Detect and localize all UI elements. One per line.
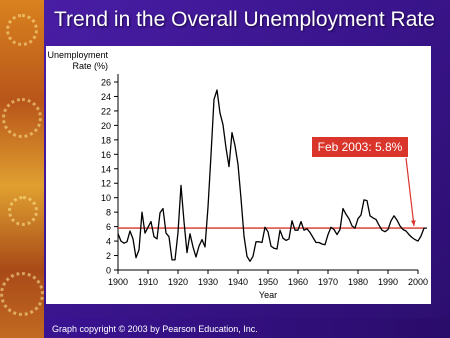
y-tick-label: 2 (105, 251, 111, 262)
x-tick-label: 1950 (257, 277, 279, 287)
y-axis-title: Unemployment (47, 50, 108, 60)
y-tick-label: 22 (100, 106, 111, 117)
y-tick-label: 20 (100, 120, 111, 131)
chart-panel (46, 46, 431, 304)
x-tick-label: 1960 (287, 277, 309, 287)
unemployment-line-chart (46, 46, 431, 304)
x-tick-label: 1990 (377, 277, 399, 287)
x-tick-label: 1980 (347, 277, 369, 287)
gear-decoration-icon (6, 14, 38, 46)
y-tick-label: 0 (105, 265, 111, 276)
x-tick-label: 1930 (197, 277, 219, 287)
x-tick-label: 1900 (107, 277, 129, 287)
y-tick-label: 4 (105, 236, 111, 247)
x-tick-label: 1970 (317, 277, 339, 287)
y-tick-label: 24 (100, 91, 111, 102)
callout-arrow-line (406, 158, 414, 226)
unemployment-rate-series-line (118, 90, 427, 261)
y-tick-label: 12 (100, 178, 111, 189)
gear-decoration-icon (8, 196, 38, 226)
x-tick-label: 1910 (137, 277, 159, 287)
gear-decoration-icon (2, 98, 42, 138)
x-axis-title: Year (258, 290, 278, 300)
y-tick-label: 16 (100, 149, 111, 160)
gear-decoration-icon (0, 272, 44, 316)
y-tick-label: 26 (100, 77, 111, 88)
y-tick-label: 14 (100, 164, 111, 175)
copyright-text: Graph copyright © 2003 by Pearson Education, Inc. (52, 324, 258, 334)
x-tick-label: 1940 (227, 277, 249, 287)
slide-title: Trend in the Overall Unemployment Rate (54, 8, 435, 31)
y-axis-title: Rate (%) (72, 61, 108, 71)
x-tick-label: 2000 (407, 277, 429, 287)
y-tick-label: 8 (105, 207, 111, 218)
y-tick-label: 10 (100, 193, 111, 204)
annotation-callout: Feb 2003: 5.8% (312, 137, 408, 157)
y-tick-label: 6 (105, 222, 111, 233)
y-tick-label: 18 (100, 135, 111, 146)
x-tick-label: 1920 (167, 277, 189, 287)
decorative-side-strip (0, 0, 44, 338)
